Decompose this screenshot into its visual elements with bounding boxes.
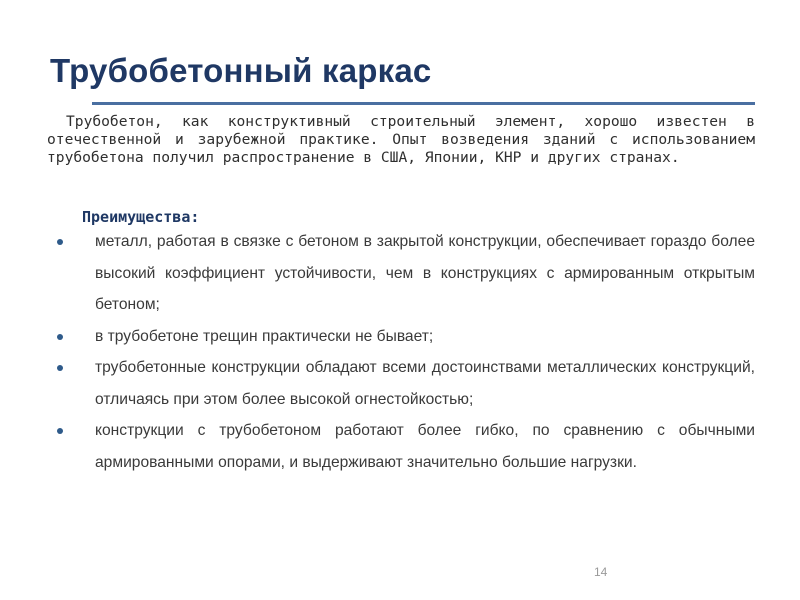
advantages-list bbox=[56, 226, 755, 478]
title-underline bbox=[92, 102, 755, 105]
advantage-item bbox=[56, 226, 755, 321]
advantage-text: трубобетонные конструкции обладают всеми достоинствами металлических конструкций, отличаясь при этом более высокой огнестойкостью; bbox=[95, 359, 755, 408]
page-number: 14 bbox=[594, 565, 608, 579]
advantage-item bbox=[56, 415, 755, 478]
advantage-item bbox=[56, 352, 755, 415]
advantages-heading: Преимущества: bbox=[82, 208, 200, 226]
bullet-dot-icon bbox=[57, 365, 63, 371]
bullet-dot-icon bbox=[57, 428, 63, 434]
bullet-dot-icon bbox=[57, 239, 63, 245]
advantage-text: металл, работая в связке с бетоном в закрытой конструкции, обеспечивает гораздо более высокий коэффициент устойчивости, чем в конструкциях с армированным открытым бетоном; bbox=[95, 233, 755, 313]
advantage-text: в трубобетоне трещин практически не бывает; bbox=[95, 327, 434, 345]
slide-title: Трубобетонный каркас bbox=[50, 52, 432, 89]
bullet-dot-icon bbox=[57, 334, 63, 340]
intro-paragraph: Трубобетон, как конструктивный строительный элемент, хорошо известен в отечественной и зарубежной практике. Опыт возведения зданий с использованием трубобетона получил распространение в США, Японии, КНР и других странах. bbox=[47, 113, 755, 166]
advantage-text: конструкции с трубобетоном работают более гибко, по сравнению с обычными армированными опорами, и выдерживают значительно большие нагрузки. bbox=[95, 422, 755, 471]
advantage-item bbox=[56, 321, 755, 353]
